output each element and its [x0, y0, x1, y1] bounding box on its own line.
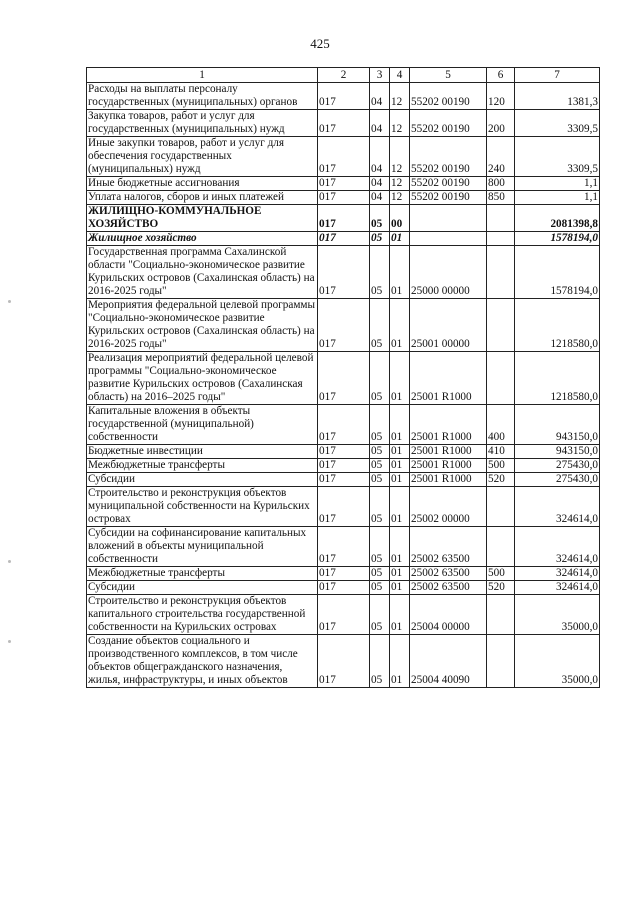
row-name-cell: Жилищное хозяйство: [87, 232, 318, 246]
row-code-cell: 017: [318, 635, 370, 688]
row-code-cell: 017: [318, 232, 370, 246]
row-name-cell: Реализация мероприятий федеральной целевой программы "Социально-экономическое развитие Курильских островов (Сахалинская область) на 2016–2025 годы": [87, 352, 318, 405]
row-code-cell: 017: [318, 405, 370, 445]
row-subsection-cell: 01: [390, 405, 410, 445]
row-section-cell: 05: [370, 232, 390, 246]
row-target-cell: 25001 R1000: [410, 352, 487, 405]
row-type-cell: 500: [487, 459, 515, 473]
header-col-1: 1: [87, 68, 318, 83]
table-row: [87, 459, 600, 473]
row-target-cell: 25001 R1000: [410, 473, 487, 487]
table-row: [87, 567, 600, 581]
budget-table: [86, 67, 600, 688]
row-amount-cell: 1,1: [515, 177, 600, 191]
row-name-cell: Субсидии на софинансирование капитальных вложений в объекты муниципальной собственности: [87, 527, 318, 567]
row-name-cell: Субсидии: [87, 473, 318, 487]
row-code-cell: 017: [318, 459, 370, 473]
row-target-cell: 25002 63500: [410, 527, 487, 567]
table-row: [87, 635, 600, 688]
table-row: [87, 246, 600, 299]
row-subsection-cell: 01: [390, 352, 410, 405]
row-code-cell: 017: [318, 473, 370, 487]
row-type-cell: 120: [487, 83, 515, 110]
row-type-cell: 500: [487, 567, 515, 581]
row-name-cell: Уплата налогов, сборов и иных платежей: [87, 191, 318, 205]
row-subsection-cell: 01: [390, 473, 410, 487]
row-target-cell: 55202 00190: [410, 83, 487, 110]
row-section-cell: 05: [370, 527, 390, 567]
row-section-cell: 05: [370, 635, 390, 688]
row-amount-cell: 1578194,0: [515, 232, 600, 246]
row-subsection-cell: 12: [390, 191, 410, 205]
row-subsection-cell: 01: [390, 299, 410, 352]
row-target-cell: 25002 63500: [410, 581, 487, 595]
row-subsection-cell: 12: [390, 83, 410, 110]
row-subsection-cell: 01: [390, 246, 410, 299]
row-target-cell: 25001 00000: [410, 299, 487, 352]
row-type-cell: [487, 635, 515, 688]
row-subsection-cell: 01: [390, 232, 410, 246]
row-target-cell: 55202 00190: [410, 137, 487, 177]
row-amount-cell: 324614,0: [515, 527, 600, 567]
header-col-3: 3: [370, 68, 390, 83]
row-amount-cell: 324614,0: [515, 487, 600, 527]
row-name-cell: Иные бюджетные ассигнования: [87, 177, 318, 191]
row-section-cell: 05: [370, 595, 390, 635]
row-code-cell: 017: [318, 110, 370, 137]
row-amount-cell: 275430,0: [515, 459, 600, 473]
table-row: [87, 205, 600, 232]
row-code-cell: 017: [318, 83, 370, 110]
row-subsection-cell: 01: [390, 527, 410, 567]
row-amount-cell: 35000,0: [515, 635, 600, 688]
row-type-cell: 400: [487, 405, 515, 445]
row-target-cell: 25001 R1000: [410, 459, 487, 473]
row-amount-cell: 1218580,0: [515, 352, 600, 405]
row-subsection-cell: 01: [390, 567, 410, 581]
row-amount-cell: 1381,3: [515, 83, 600, 110]
row-type-cell: 800: [487, 177, 515, 191]
row-name-cell: Межбюджетные трансферты: [87, 459, 318, 473]
row-amount-cell: 1218580,0: [515, 299, 600, 352]
row-target-cell: 55202 00190: [410, 191, 487, 205]
scan-mark: [8, 300, 11, 303]
row-type-cell: 410: [487, 445, 515, 459]
row-type-cell: 850: [487, 191, 515, 205]
table-row: [87, 487, 600, 527]
header-col-6: 6: [487, 68, 515, 83]
row-code-cell: 017: [318, 567, 370, 581]
table-row: [87, 83, 600, 110]
row-code-cell: 017: [318, 595, 370, 635]
row-subsection-cell: 12: [390, 137, 410, 177]
table-row: [87, 137, 600, 177]
row-target-cell: 55202 00190: [410, 177, 487, 191]
row-code-cell: 017: [318, 487, 370, 527]
row-code-cell: 017: [318, 581, 370, 595]
row-type-cell: 200: [487, 110, 515, 137]
row-name-cell: Межбюджетные трансферты: [87, 567, 318, 581]
row-amount-cell: 943150,0: [515, 445, 600, 459]
row-type-cell: [487, 246, 515, 299]
row-type-cell: [487, 527, 515, 567]
row-target-cell: 25002 00000: [410, 487, 487, 527]
row-type-cell: 240: [487, 137, 515, 177]
row-section-cell: 05: [370, 246, 390, 299]
row-amount-cell: 324614,0: [515, 567, 600, 581]
header-col-7: 7: [515, 68, 600, 83]
table-row: [87, 595, 600, 635]
row-amount-cell: 3309,5: [515, 137, 600, 177]
row-section-cell: 04: [370, 177, 390, 191]
row-section-cell: 04: [370, 110, 390, 137]
row-section-cell: 05: [370, 445, 390, 459]
row-type-cell: 520: [487, 473, 515, 487]
row-code-cell: 017: [318, 352, 370, 405]
table-row: [87, 352, 600, 405]
row-section-cell: 05: [370, 299, 390, 352]
row-code-cell: 017: [318, 205, 370, 232]
row-target-cell: [410, 205, 487, 232]
row-subsection-cell: 00: [390, 205, 410, 232]
row-target-cell: 25001 R1000: [410, 405, 487, 445]
row-section-cell: 05: [370, 352, 390, 405]
row-type-cell: [487, 232, 515, 246]
row-amount-cell: 2081398,8: [515, 205, 600, 232]
row-subsection-cell: 01: [390, 445, 410, 459]
row-section-cell: 05: [370, 487, 390, 527]
row-subsection-cell: 12: [390, 110, 410, 137]
header-col-4: 4: [390, 68, 410, 83]
page-number: 425: [310, 36, 330, 51]
row-code-cell: 017: [318, 137, 370, 177]
row-type-cell: [487, 595, 515, 635]
row-subsection-cell: 01: [390, 487, 410, 527]
row-code-cell: 017: [318, 527, 370, 567]
row-name-cell: ЖИЛИЩНО-КОММУНАЛЬНОЕ ХОЗЯЙСТВО: [87, 205, 318, 232]
row-section-cell: 04: [370, 137, 390, 177]
row-amount-cell: 275430,0: [515, 473, 600, 487]
table-row: [87, 527, 600, 567]
row-section-cell: 05: [370, 581, 390, 595]
row-type-cell: [487, 299, 515, 352]
row-target-cell: 25002 63500: [410, 567, 487, 581]
row-section-cell: 04: [370, 191, 390, 205]
row-target-cell: 25004 40090: [410, 635, 487, 688]
row-section-cell: 05: [370, 459, 390, 473]
row-section-cell: 05: [370, 405, 390, 445]
row-subsection-cell: 12: [390, 177, 410, 191]
row-amount-cell: 3309,5: [515, 110, 600, 137]
table-row: [87, 473, 600, 487]
row-name-cell: Строительство и реконструкция объектов муниципальной собственности на Курильских островах: [87, 487, 318, 527]
row-name-cell: Бюджетные инвестиции: [87, 445, 318, 459]
row-section-cell: 05: [370, 567, 390, 581]
row-name-cell: Капитальные вложения в объекты государственной (муниципальной) собственности: [87, 405, 318, 445]
row-target-cell: 25000 00000: [410, 246, 487, 299]
row-target-cell: [410, 232, 487, 246]
row-name-cell: Мероприятия федеральной целевой программы "Социально-экономическое развитие Курильских островов (Сахалинская область) на 2016-2025 годы": [87, 299, 318, 352]
table-row: [87, 299, 600, 352]
row-name-cell: Субсидии: [87, 581, 318, 595]
row-amount-cell: 1,1: [515, 191, 600, 205]
row-amount-cell: 943150,0: [515, 405, 600, 445]
table-row: [87, 405, 600, 445]
row-section-cell: 05: [370, 473, 390, 487]
row-type-cell: 520: [487, 581, 515, 595]
scan-mark: [8, 640, 11, 643]
row-code-cell: 017: [318, 246, 370, 299]
row-amount-cell: 324614,0: [515, 581, 600, 595]
table-row: [87, 177, 600, 191]
row-target-cell: 55202 00190: [410, 110, 487, 137]
row-amount-cell: 35000,0: [515, 595, 600, 635]
row-name-cell: Строительство и реконструкция объектов капитального строительства государственной собственности на Курильских островах: [87, 595, 318, 635]
header-col-2: 2: [318, 68, 370, 83]
row-subsection-cell: 01: [390, 581, 410, 595]
row-section-cell: 04: [370, 83, 390, 110]
table-row: [87, 445, 600, 459]
row-name-cell: Государственная программа Сахалинской области "Социально-экономическое развитие Курильских островов (Сахалинская область) на 2016-2025 годы": [87, 246, 318, 299]
header-row: [87, 68, 600, 83]
row-code-cell: 017: [318, 177, 370, 191]
row-type-cell: [487, 487, 515, 527]
row-section-cell: 05: [370, 205, 390, 232]
table-row: [87, 110, 600, 137]
table-row: [87, 191, 600, 205]
row-name-cell: Расходы на выплаты персоналу государственных (муниципальных) органов: [87, 83, 318, 110]
row-code-cell: 017: [318, 299, 370, 352]
table-row: [87, 232, 600, 246]
scan-mark: [8, 560, 11, 563]
table-row: [87, 581, 600, 595]
table-body: [87, 83, 600, 688]
row-name-cell: Закупка товаров, работ и услуг для государственных (муниципальных) нужд: [87, 110, 318, 137]
row-name-cell: Иные закупки товаров, работ и услуг для обеспечения государственных (муниципальных) нужд: [87, 137, 318, 177]
header-col-5: 5: [410, 68, 487, 83]
row-subsection-cell: 01: [390, 595, 410, 635]
row-name-cell: Создание объектов социального и производственного комплексов, в том числе объектов общегражданского назначения, жилья, инфраструктуры, и иных объектов: [87, 635, 318, 688]
row-target-cell: 25001 R1000: [410, 445, 487, 459]
row-code-cell: 017: [318, 191, 370, 205]
row-code-cell: 017: [318, 445, 370, 459]
row-amount-cell: 1578194,0: [515, 246, 600, 299]
row-target-cell: 25004 00000: [410, 595, 487, 635]
row-type-cell: [487, 205, 515, 232]
row-subsection-cell: 01: [390, 635, 410, 688]
row-type-cell: [487, 352, 515, 405]
row-subsection-cell: 01: [390, 459, 410, 473]
